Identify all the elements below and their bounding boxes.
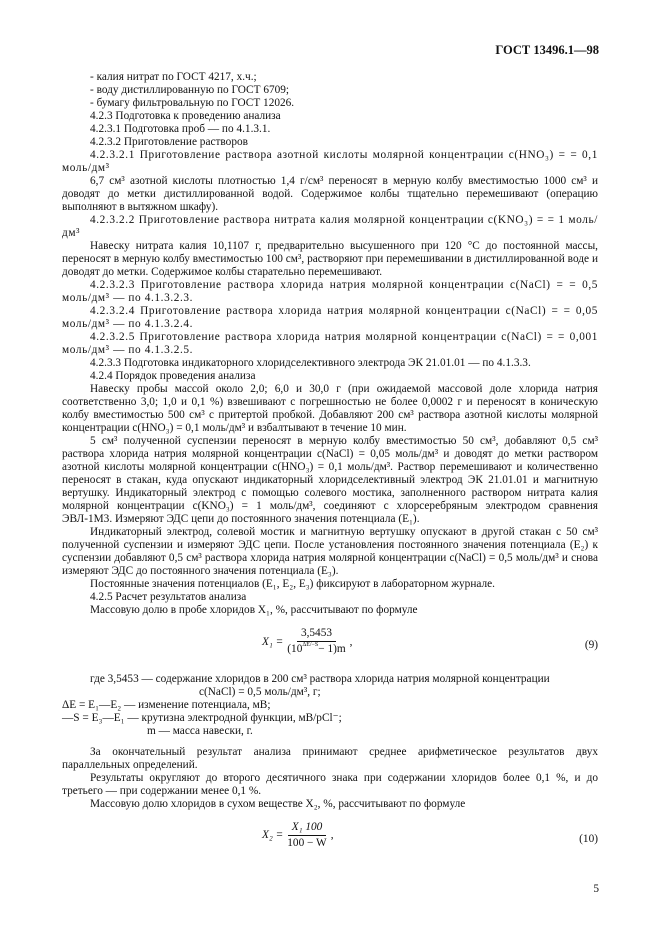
formula-10-numerator: X₁ 100 xyxy=(288,821,327,836)
formula-10-expression xyxy=(262,821,334,850)
paragraph: Постоянные значения потенциалов (E₁, E₂, E₃) фиксируют в лабораторном журнале. xyxy=(90,578,495,590)
subsection-title-text: 4.2.3.2.2 Приготовление раствора нитрата калия молярной концентрации xyxy=(90,214,485,226)
concentration: c(HNO₃) = = 0,1 моль/дм³ xyxy=(62,149,598,174)
list-item: - калия нитрат по ГОСТ 4217, х.ч.; xyxy=(90,71,257,83)
paragraph: Навеску нитрата калия 10,1107 г, предварительно высушенного при 120 °С до постоянной массы, переносят в мерную колбу вместимостью 100 см³, растворяют при перемешивании в дистиллированной воде и доводят до метки. Содержимое колбы старательно перемешивают. xyxy=(62,240,598,278)
formula-9-denominator-tail: − 1)m xyxy=(318,643,346,655)
legend-line: ΔE = E₁—E₂ — изменение потенциала, мВ; xyxy=(62,699,271,711)
legend-line: m — масса навески, г. xyxy=(147,725,253,737)
formula-9-exponent: ΔE/−S xyxy=(302,642,319,648)
paragraph: Массовую долю хлоридов в сухом веществе X₂, %, рассчитывают по формуле xyxy=(90,798,466,810)
formula-9-denominator-base: (10 xyxy=(287,643,303,655)
subsection-title: 4.2.3.2.5 Приготовление раствора хлорида натрия молярной концентрации c(NaCl) = = 0,001 моль/дм³ — по 4.1.3.2.5. xyxy=(62,331,598,356)
formula-10-trail: , xyxy=(330,829,334,841)
formula-9-trail: , xyxy=(349,636,353,648)
list-item: - воду дистиллированную по ГОСТ 6709; xyxy=(90,84,290,96)
paragraph: За окончательный результат анализа принимают среднее арифметическое результатов двух параллельных определений. xyxy=(62,746,598,771)
paragraph: Результаты округляют до второго десятичного знака при содержании хлоридов более 0,1 %, и до третьего — при содержании менее 0,1 %. xyxy=(62,772,598,797)
section-heading: 4.2.5 Расчет результатов анализа xyxy=(90,591,247,603)
subsection-title xyxy=(62,214,598,240)
list-item: - бумагу фильтровальную по ГОСТ 12026. xyxy=(90,97,295,109)
section-heading: 4.2.3.2 Приготовление растворов xyxy=(90,136,248,148)
concentration: c(KNO₃) = = 1 моль/дм³ xyxy=(62,214,598,239)
subsection-title-text: 4.2.3.2.1 Приготовление раствора азотной кислоты молярной концентрации xyxy=(90,149,504,161)
formula-10-fraction xyxy=(287,821,326,850)
formula-9-fraction xyxy=(287,627,345,658)
paragraph: 5 см³ полученной суспензии переносят в мерную колбу вместимостью 50 см³, добавляют 0,5 см³ раствора хлорида натрия молярной концентрации c(NaCl) = 0,05 моль/дм³ и доводят до метки раствором азотной кислоты молярной концентрации c(HNO₃) = 0,1 моль/дм³. Раствор перемешивают и количественно переносят в стакан, куда опускают индикаторный хлоридселективный электрод ЭК 21.01.01 и магнитную вертушку. Индикаторный электрод с помощью солевого мостика, заполненного раствором нитрата калия молярной концентрации c(KNO₃) = 1 моль/дм³, соединяют с хлорсеребряным электродом сравнения ЭВЛ-1М3. Измеряют ЭДС цепи до постоянного значения потенциала (E₁). xyxy=(62,435,598,525)
paragraph: 6,7 см³ азотной кислоты плотностью 1,4 г/см³ переносят в мерную колбу вместимостью 1000 см³ и доводят до метки дистиллированной водой. Содержимое колбы тщательно перемешивают (операцию выполняют в вытяжном шкафу). xyxy=(62,175,598,213)
section-heading: 4.2.4 Порядок проведения анализа xyxy=(90,370,256,382)
formula-10 xyxy=(62,819,598,861)
page-number: 5 xyxy=(593,883,599,895)
formula-9-legend xyxy=(62,673,598,738)
formula-9-numerator: 3,5453 xyxy=(297,627,336,642)
paragraph: Массовую долю в пробе хлоридов X₁, %, рассчитывают по формуле xyxy=(90,604,418,616)
subsection-title: 4.2.3.2.4 Приготовление раствора хлорида натрия молярной концентрации c(NaCl) = = 0,05 моль/дм³ — по 4.1.3.2.4. xyxy=(62,305,598,330)
formula-9-denominator xyxy=(287,642,345,658)
standard-header: ГОСТ 13496.1—98 xyxy=(495,43,599,57)
formula-10-number: (10) xyxy=(579,833,598,845)
formula-9 xyxy=(62,625,598,667)
subsection-title: 4.2.3.2.3 Приготовление раствора хлорида натрия молярной концентрации c(NaCl) = = 0,5 моль/дм³ — по 4.1.3.2.3. xyxy=(62,279,598,304)
formula-10-denominator: 100 − W xyxy=(287,837,327,849)
paragraph: Индикаторный электрод, солевой мостик и магнитную вертушку опускают в другой стакан с 50 см³ полученной суспензии и измеряют ЭДС цепи. После установления постоянного значения потенциала (E₂) к суспензии добавляют 0,5 см³ раствора хлорида натрия молярной концентрации c(NaCl) = 0,5 моль/дм³ и снова измеряют ЭДС до постоянного значения потенциала (E₃). xyxy=(62,526,598,577)
legend-line: c(NaCl) = 0,5 моль/дм³, г; xyxy=(199,686,321,698)
formula-9-number: (9) xyxy=(584,639,598,651)
legend-line: где 3,5453 — содержание хлоридов в 200 см³ раствора хлорида натрия молярной концентрации xyxy=(90,673,550,685)
legend-line: —S = E₃—E₁ — крутизна электродной функции, мВ/pCl⁻; xyxy=(62,712,342,724)
formula-9-lhs: X₁ = xyxy=(262,636,284,648)
document-body xyxy=(62,71,598,867)
formula-10-lhs: X₂ = xyxy=(262,829,284,841)
section-heading: 4.2.3.3 Подготовка индикаторного хлоридселективного электрода ЭК 21.01.01 — по 4.1.3.3. xyxy=(90,357,531,369)
section-heading: 4.2.3 Подготовка к проведению анализа xyxy=(90,110,281,122)
paragraph: Навеску пробы массой около 2,0; 6,0 и 30,0 г (при ожидаемой массовой доле хлорида натрия соответственно 3,0; 1,0 и 0,1 %) взвешивают с погрешностью не более 0,0002 г и переносят в коническую колбу вместимостью 500 см³ с притертой пробкой. Добавляют 200 см³ раствора азотной кислоты молярной концентрации c(HNO₃) = 0,1 моль/дм³ и взбалтывают в течение 10 мин. xyxy=(62,383,598,434)
section-heading: 4.2.3.1 Подготовка проб — по 4.1.3.1. xyxy=(90,123,271,135)
formula-9-expression xyxy=(262,627,353,658)
subsection-title xyxy=(62,149,598,175)
